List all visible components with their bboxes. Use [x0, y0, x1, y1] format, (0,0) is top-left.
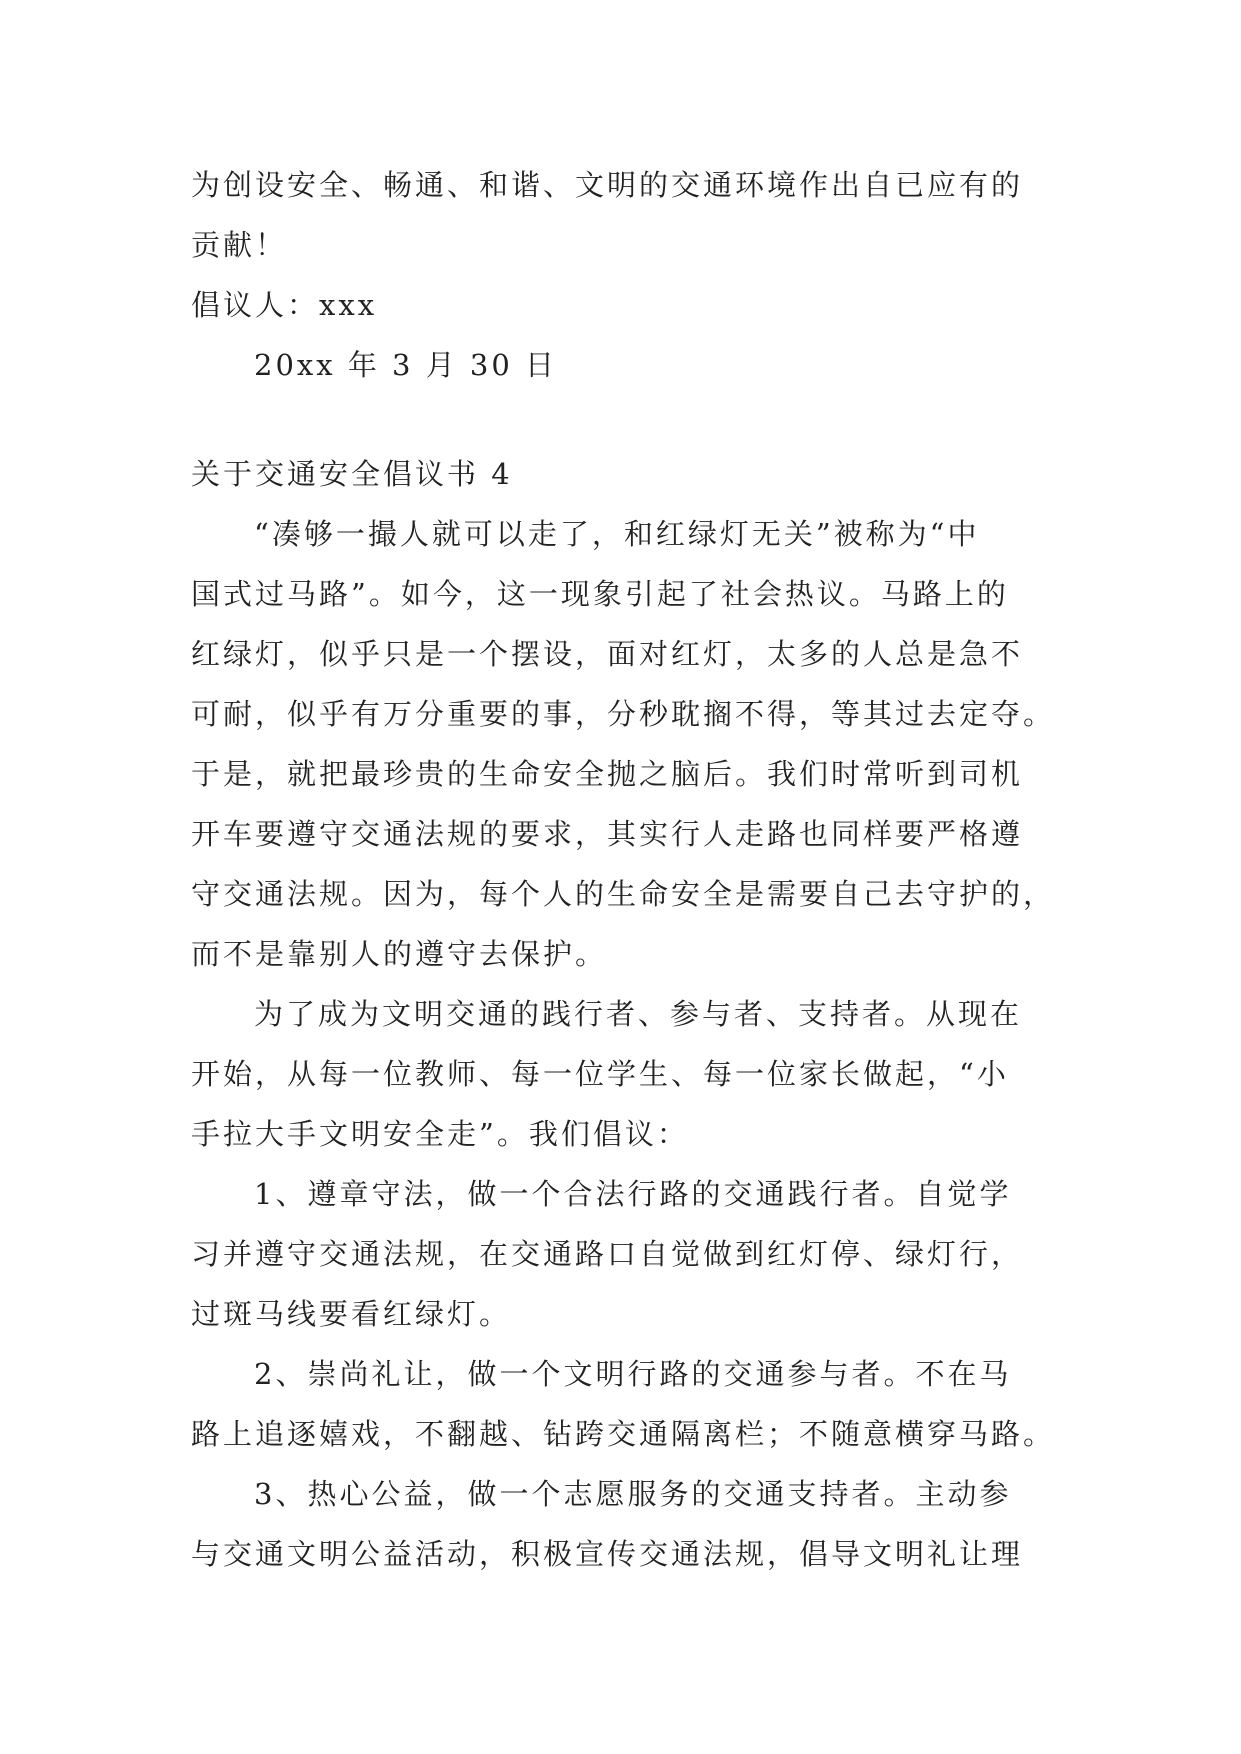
text-line: 红绿灯，似乎只是一个摆设，面对红灯，太多的人总是急不 — [191, 637, 1024, 671]
list-item: 1、遵章守法，做一个合法行路的交通践行者。自觉学 — [254, 1177, 1012, 1211]
text-line: 贡献！ — [191, 228, 288, 262]
text-line: 国式过马路”。如今，这一现象引起了社会热议。马路上的 — [191, 577, 1009, 611]
text-line: 守交通法规。因为，每个人的生命安全是需要自己去守护的， — [191, 877, 1056, 911]
list-item: 2、崇尚礼让，做一个文明行路的交通参与者。不在马 — [254, 1357, 1012, 1391]
list-item: 3、热心公益，做一个志愿服务的交通支持者。主动参 — [254, 1477, 1012, 1511]
signature-line: 倡议人：xxx — [191, 288, 378, 322]
text-line: 而不是靠别人的遵守去保护。 — [191, 937, 608, 971]
text-line: 为了成为文明交通的践行者、参与者、支持者。从现在 — [254, 997, 1023, 1031]
text-line: 习并遵守交通法规，在交通路口自觉做到红灯停、绿灯行， — [191, 1237, 1024, 1271]
section-heading: 关于交通安全倡议书 4 — [191, 457, 513, 491]
text-line: 路上追逐嬉戏，不翻越、钻跨交通隔离栏；不随意横穿马路。 — [191, 1417, 1056, 1451]
text-line: 手拉大手文明安全走”。我们倡议： — [191, 1117, 689, 1151]
text-line: 开车要遵守交通法规的要求，其实行人走路也同样要严格遵 — [191, 817, 1024, 851]
date-line: 20xx 年 3 月 30 日 — [254, 348, 558, 382]
text-line: “凑够一撮人就可以走了，和红绿灯无关”被称为“中 — [254, 517, 980, 551]
text-line: 可耐，似乎有万分重要的事，分秒耽搁不得，等其过去定夺。 — [191, 697, 1056, 731]
text-line: 过斑马线要看红绿灯。 — [191, 1297, 512, 1331]
text-line: 开始，从每一位教师、每一位学生、每一位家长做起，“小 — [191, 1057, 1009, 1091]
text-line: 于是，就把最珍贵的生命安全抛之脑后。我们时常听到司机 — [191, 757, 1024, 791]
text-line: 为创设安全、畅通、和谐、文明的交通环境作出自已应有的 — [191, 168, 1024, 202]
text-line: 与交通文明公益活动，积极宣传交通法规，倡导文明礼让理 — [191, 1537, 1024, 1571]
